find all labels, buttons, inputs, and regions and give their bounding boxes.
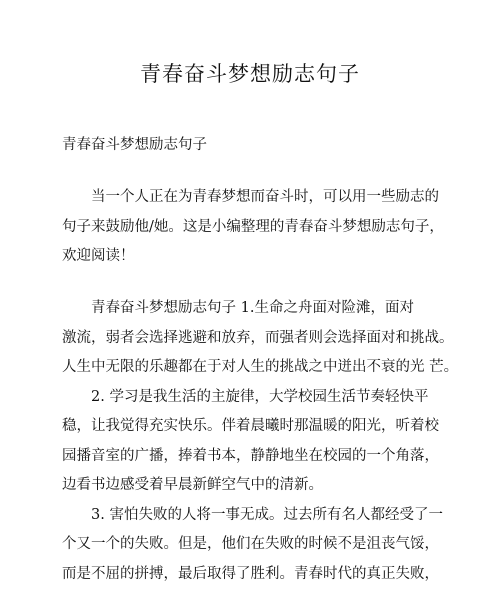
body-paragraphs [62, 294, 442, 589]
paragraph-line: 欢迎阅读！ [62, 242, 442, 272]
paragraph-line: 激流，弱者会选择逃避和放弃，而强者则会选择面对和挑战。 [62, 324, 442, 354]
section-heading: 青春奋斗梦想励志句子 [62, 133, 207, 154]
paragraph-line: 而是不屈的拼搏，最后取得了胜利。青春时代的真正失败， [62, 560, 442, 589]
paragraph-line: 2. 学习是我生活的主旋律，大学校园生活节奏轻快平 [62, 383, 442, 413]
paragraph-line: 青春奋斗梦想励志句子 1.生命之舟面对险滩，面对 [62, 294, 442, 324]
paragraph-line: 稳，让我觉得充实快乐。伴着晨曦时那温暖的阳光，听着校 [62, 412, 442, 442]
paragraph-line: 园播音室的广播，捧着书本，静静地坐在校园的一个角落， [62, 442, 442, 472]
paragraph-line: 句子来鼓励他/她。这是小编整理的青春奋斗梦想励志句子， [62, 213, 442, 243]
paragraph-line: 个又一个的失败。但是，他们在失败的时候不是沮丧气馁， [62, 530, 442, 560]
document-title: 青春奋斗梦想励志句子 [0, 58, 500, 88]
intro-paragraph [62, 183, 442, 272]
paragraph-line: 当一个人正在为青春梦想而奋斗时，可以用一些励志的 [62, 183, 442, 213]
paragraph-line: 人生中无限的乐趣都在于对人生的挑战之中迸出不衰的光 芒。 [62, 353, 442, 383]
paragraph-line: 3. 害怕失败的人将一事无成。过去所有名人都经受了一 [62, 501, 442, 531]
paragraph-line: 边看书边感受着早晨新鲜空气中的清新。 [62, 471, 442, 501]
